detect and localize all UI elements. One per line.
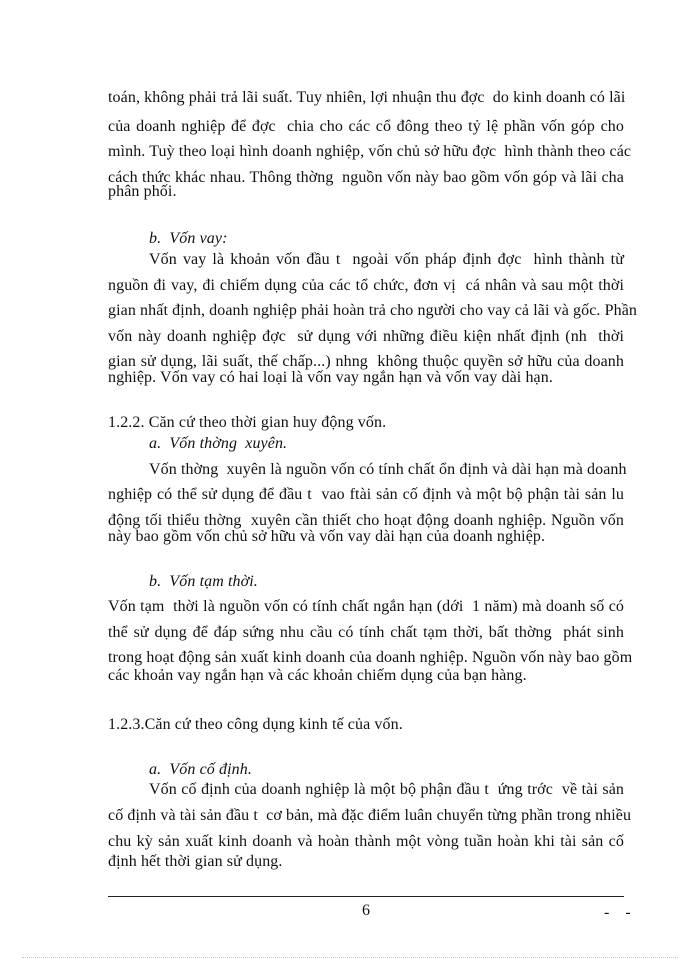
subheading-regular-capital: a. Vốn thờng xuyên. [149,435,288,452]
page-bottom-dotted-rule [22,957,678,958]
paragraph-line: các khoản vay ngắn hạn và các khoản chiếm dụng của bạn hàng. [108,667,527,684]
page-number: 6 [362,902,370,919]
footer-rule [108,896,624,897]
paragraph-line: Vốn tạm thời là nguồn vốn có tính chất ngắn hạn (dới 1 năm) mà doanh số có [108,598,624,615]
subheading-temporary-capital: b. Vốn tạm thời. [149,573,258,590]
paragraph-line: thể sử dụng để đáp sứng nhu cầu có tính chất tạm thời, bất thờng phát sinh [108,624,624,641]
subheading-loan-capital: b. Vốn vay: [149,230,228,247]
paragraph-line: chu kỳ sản xuất kinh doanh và hoàn thành một vòng tuần hoàn khi tài sản cố [108,833,624,850]
paragraph-line: Vốn cố định của doanh nghiệp là một bộ phận đầu t ứng trớc về tài sản [149,781,624,798]
paragraph-line: toán, không phải trả lãi suất. Tuy nhiên, lợi nhuận thu đợc do kinh doanh có lãi [108,89,626,106]
paragraph-line: cố định và tài sản đầu t cơ bản, mà đặc điểm luân chuyển từng phần trong nhiều [108,807,632,824]
section-heading-1-2-2: 1.2.2. Căn cứ theo thời gian huy động vốn. [108,414,387,431]
paragraph-line: Vốn vay là khoản vốn đầu t ngoài vốn pháp định đợc hình thành từ [149,251,624,268]
paragraph-line: gian sử dụng, lãi suất, thế chấp...) nhng không thuộc quyền sở hữu của doanh [108,353,624,370]
paragraph-line: của doanh nghiệp để đợc chia cho các cổ đông theo tỷ lệ phần vốn góp cho [108,118,624,135]
paragraph-line: nguồn đi vay, đi chiếm dụng của các tổ chức, đơn vị cá nhân và sau một thời [108,277,624,294]
paragraph-line: này bao gồm vốn chủ sở hữu và vốn vay dài hạn của doanh nghiệp. [108,528,546,545]
paragraph-line: định hết thời gian sử dụng. [108,853,283,870]
paragraph-line: mình. Tuỳ theo loại hình doanh nghiệp, vốn chủ sở hữu đợc hình thành theo các [108,143,632,160]
paragraph-line: nghiệp. Vốn vay có hai loại là vốn vay ngắn hạn và vốn vay dài hạn. [108,369,553,386]
footer-dashes: - - [604,904,637,921]
paragraph-line: gian nhất định, doanh nghiệp phải hoàn trả cho người cho vay cả lãi và gốc. Phần [108,302,637,319]
section-heading-1-2-3: 1.2.3.Căn cứ theo công dụng kinh tế của vốn. [108,716,403,733]
paragraph-line: động tối thiểu thờng xuyên cần thiết cho hoạt động doanh nghiệp. Nguồn vốn [108,512,624,529]
paragraph-line: Vốn thờng xuyên là nguồn vốn có tính chất ổn định và dài hạn mà doanh [149,461,627,478]
paragraph-line: vốn này doanh nghiệp đợc sử dụng với những điều kiện nhất định (nh thời [108,328,624,345]
paragraph-line: cách thức khác nhau. Thông thờng nguồn vốn này bao gồm vốn góp và lãi cha [108,169,624,186]
subheading-fixed-capital: a. Vốn cố định. [149,761,252,778]
paragraph-line: trong hoạt động sản xuất kinh doanh của doanh nghiệp. Nguồn vốn này bao gồm [108,649,633,666]
paragraph-line: phân phối. [108,183,177,200]
paragraph-line: nghiệp có thể sử dụng để đầu t vao ftài sản cố định và một bộ phận tài sản lu [108,486,624,503]
